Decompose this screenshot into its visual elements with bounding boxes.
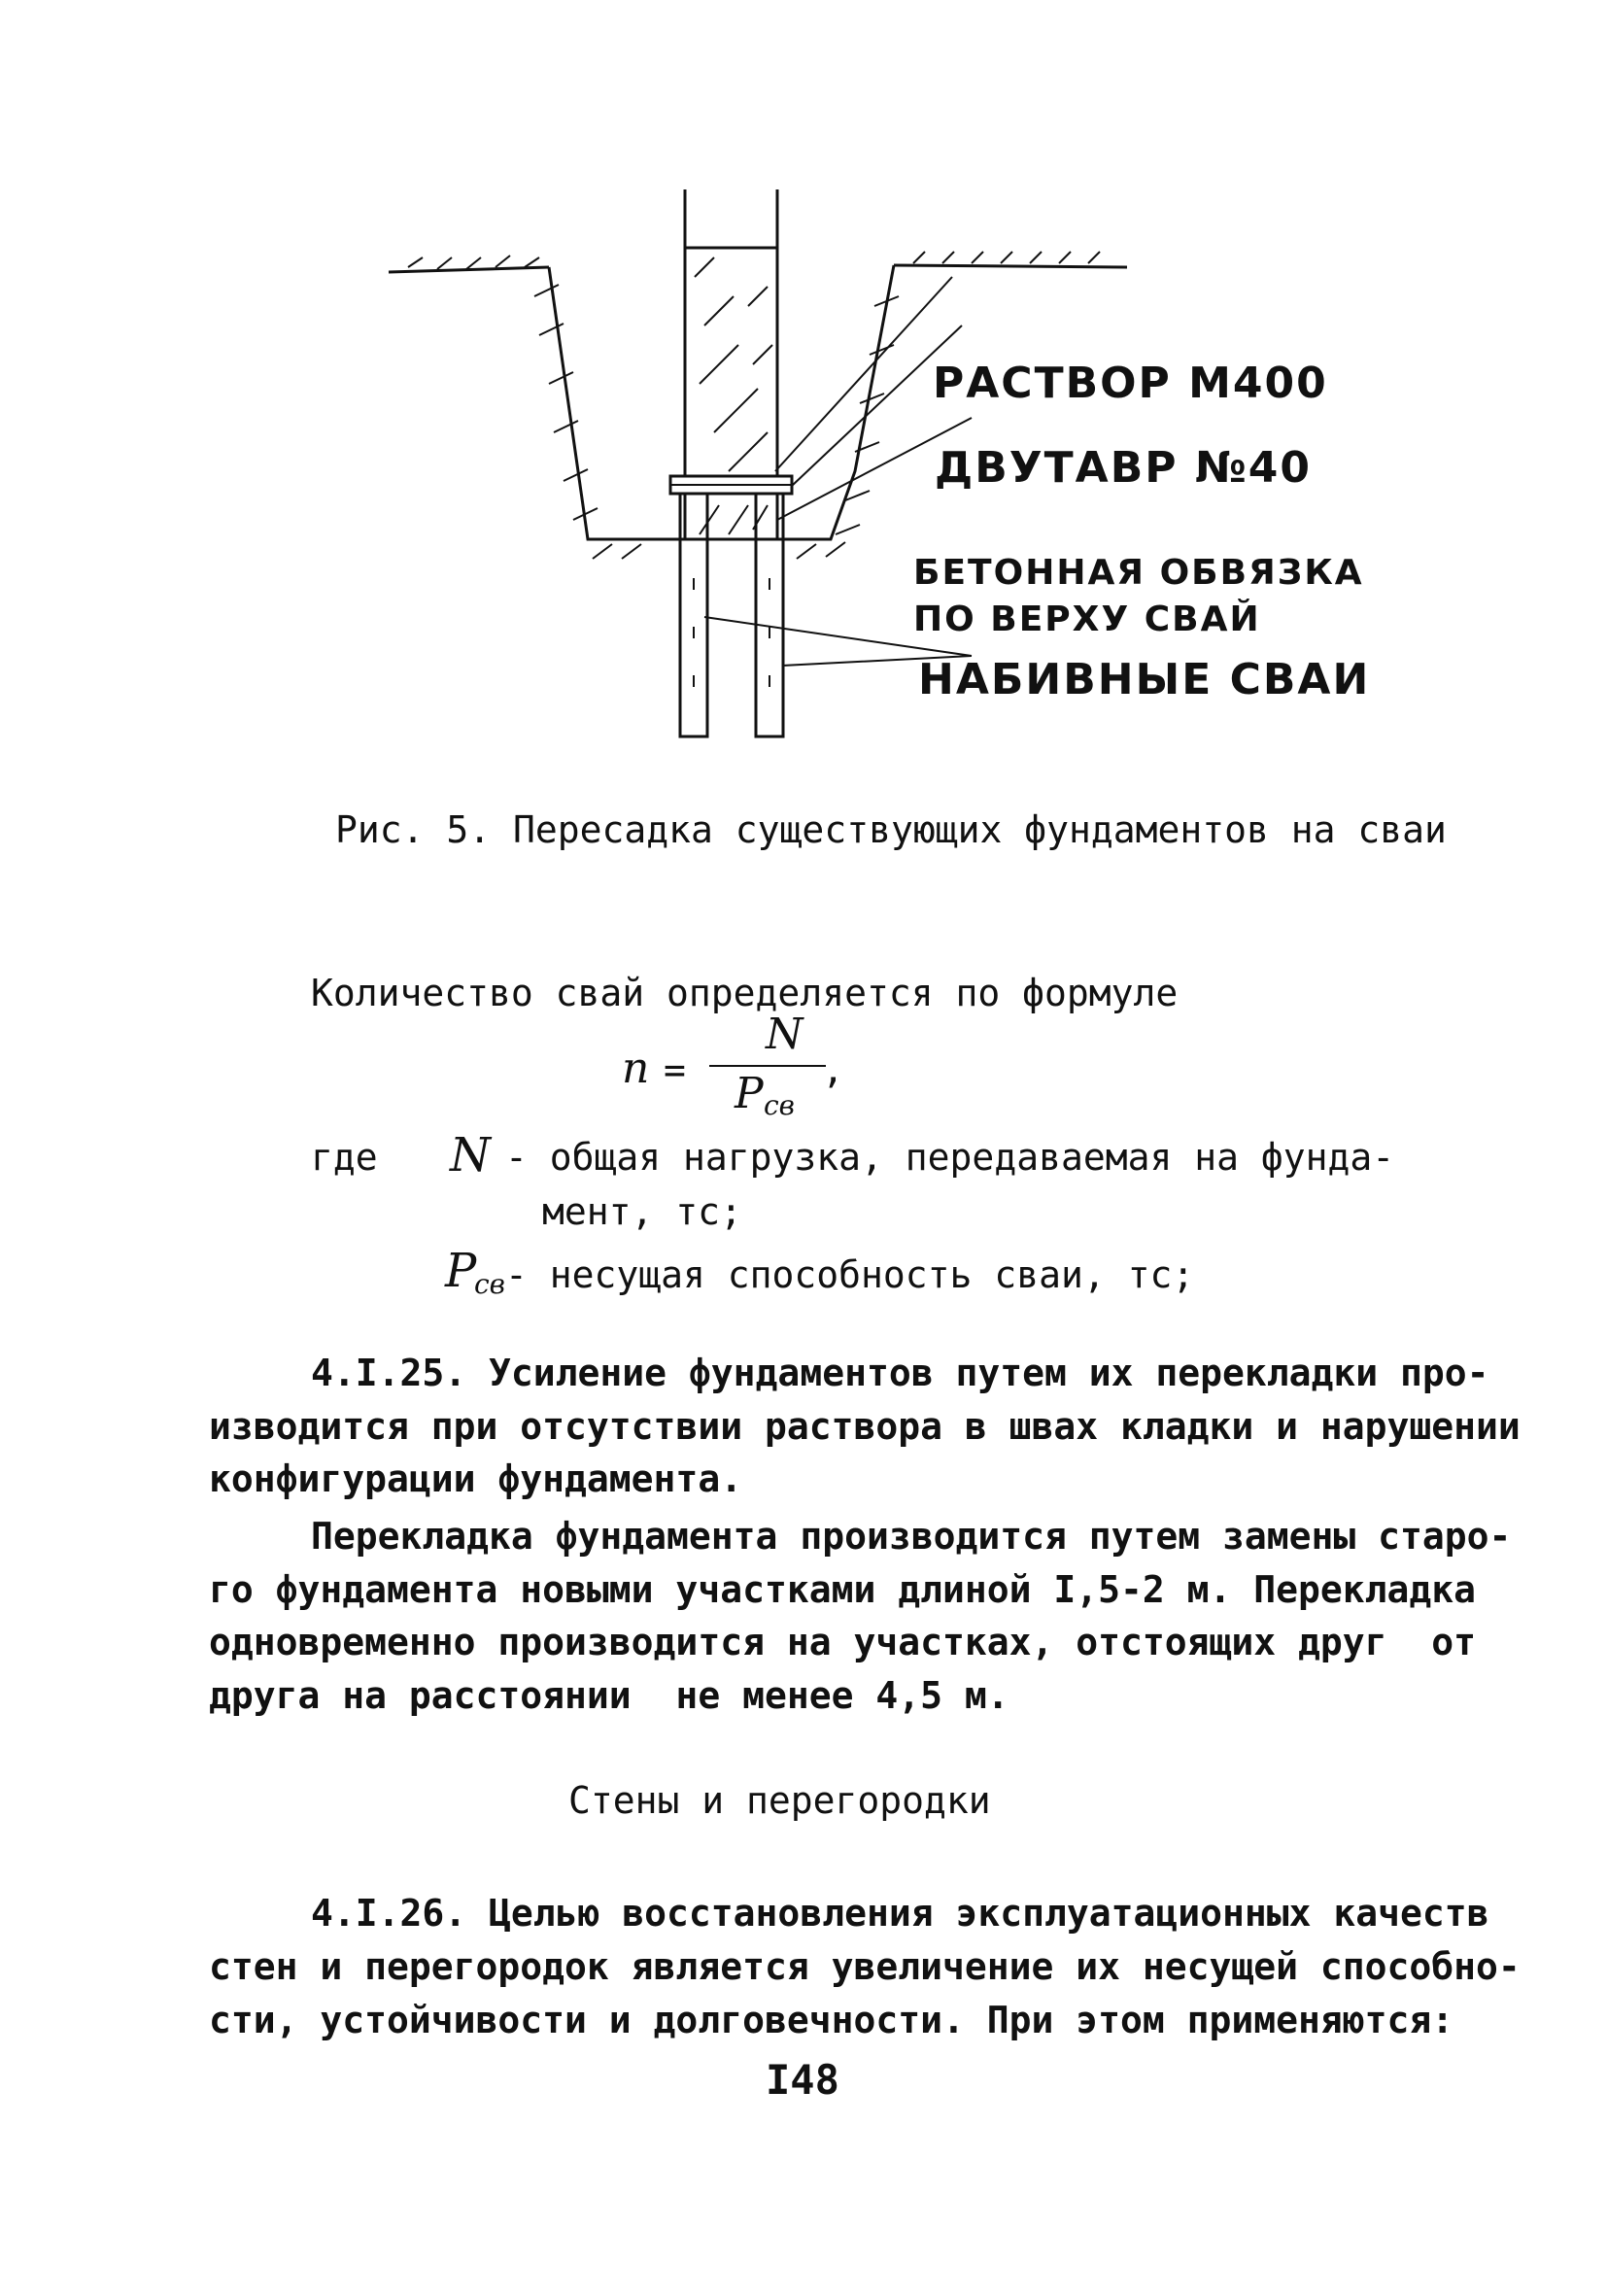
formula-den-sub: св — [764, 1089, 795, 1121]
label-bored-piles: НАБИВНЫЕ СВАИ — [918, 655, 1371, 704]
para-4126-line3: сти, устойчивости и долговечности. При этом применяются: — [209, 1999, 1454, 2041]
para-relay-line2: го фундамента новыми участками длиной I,5-2 м. Перекладка — [209, 1568, 1477, 1611]
where-label: где — [311, 1136, 378, 1179]
formula-numerator: N — [766, 1010, 804, 1059]
label-tie-beam-line2: ПО ВЕРХУ СВАЙ — [913, 600, 1261, 639]
para-4125-line2: изводится при отсутствии раствора в швах кладки и нарушении — [209, 1405, 1521, 1448]
existing-foundation — [685, 248, 777, 476]
para-4126-line1: 4.I.26. Целью восстановления эксплуатационных качеств — [311, 1892, 1489, 1935]
para-4126-line2: стен и перегородок является увеличение их несущей способно- — [209, 1945, 1521, 1988]
para-4125-line3: конфигурации фундамента. — [209, 1457, 743, 1500]
pit-wall-left — [549, 267, 685, 539]
def-symbol-p: P — [445, 1244, 477, 1298]
para-relay-line3: одновременно производится на участках, отстоящих друг от — [209, 1621, 1477, 1663]
def-symbol-p-sub: св — [474, 1268, 505, 1300]
para-relay-line1: Перекладка фундамента производится путем замены старо- — [311, 1515, 1512, 1558]
formula-equals: = — [664, 1048, 686, 1091]
def-n-line1: - общая нагрузка, передаваемая на фунда- — [505, 1136, 1395, 1179]
label-tie-beam-line1: БЕТОННАЯ ОБВЯЗКА — [913, 553, 1364, 593]
ground-surface-right — [894, 265, 1127, 267]
para-4125-line1: 4.I.25. Усиление фундаментов путем их перекладки про- — [311, 1352, 1489, 1394]
formula-comma: , — [822, 1048, 844, 1091]
soil-hatch-bottom — [593, 542, 845, 559]
figure-caption: Рис. 5. Пересадка существующих фундаментов на сваи — [335, 808, 1447, 851]
bored-pile-right — [756, 494, 783, 737]
formula-intro: Количество свай определяется по формуле — [311, 972, 1179, 1014]
section-title: Стены и перегородки — [568, 1779, 991, 1822]
label-mortar: РАСТВОР М400 — [933, 359, 1328, 408]
page-number: I48 — [766, 2056, 839, 2104]
wall-top-brick — [685, 189, 777, 248]
pit-wall-right — [777, 265, 894, 539]
concrete-hatch — [695, 257, 772, 471]
para-relay-line4: друга на расстоянии не менее 4,5 м. — [209, 1674, 1009, 1717]
def-p-line1: - несущая способность сваи, тс; — [505, 1253, 1195, 1296]
soil-hatch-left — [408, 256, 598, 520]
fraction-bar — [709, 1065, 826, 1067]
formula-den-main: P — [735, 1069, 764, 1118]
def-n-line2: мент, тс; — [542, 1190, 742, 1233]
formula-lhs: n — [622, 1044, 650, 1093]
def-symbol-n: N — [450, 1128, 491, 1182]
label-i-beam: ДВУТАВР №40 — [935, 443, 1312, 493]
